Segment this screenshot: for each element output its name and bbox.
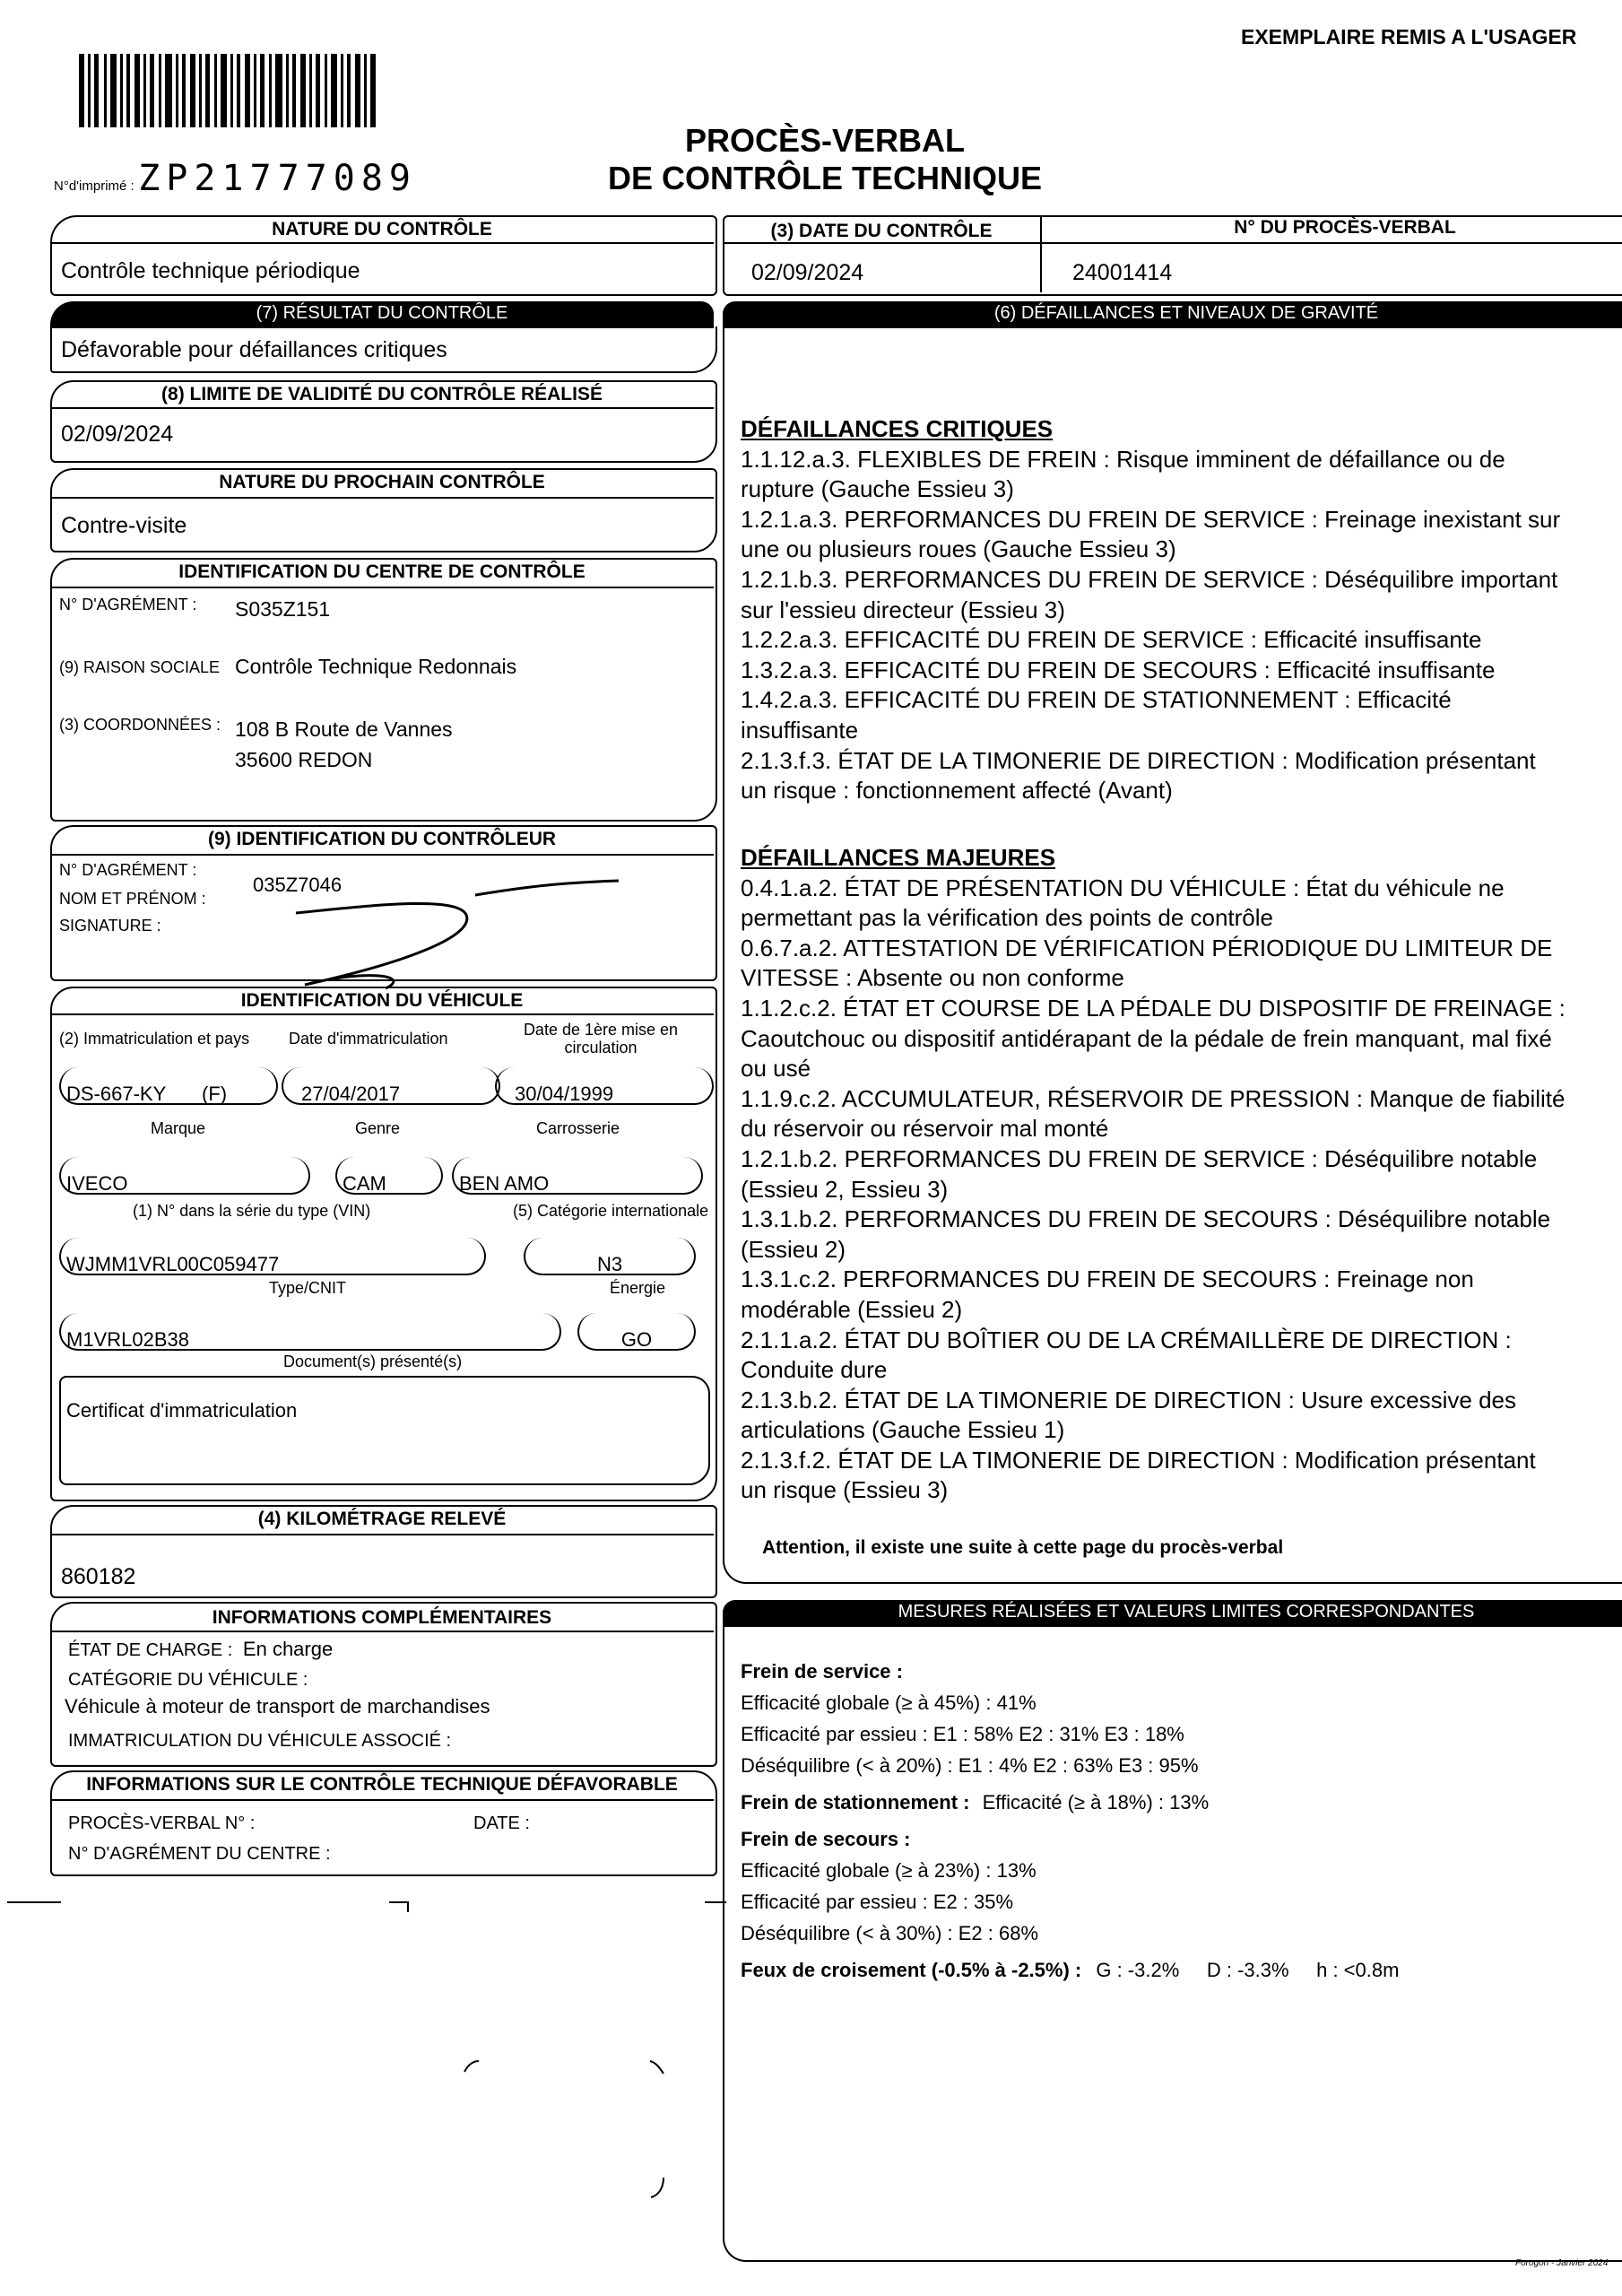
immat-value: DS-667-KY	[66, 1083, 166, 1105]
title-line1: PROCÈS-VERBAL	[684, 122, 966, 159]
defav-header: INFORMATIONS SUR LE CONTRÔLE TECHNIQUE DÉFAVORABLE	[86, 1774, 678, 1795]
categorie-field: N3	[524, 1238, 696, 1275]
title-line2: DE CONTRÔLE TECHNIQUE	[607, 160, 1042, 196]
copy-label: EXEMPLAIRE REMIS A L'USAGER	[1241, 25, 1577, 48]
centre-agrement-value: S035Z151	[235, 597, 331, 621]
list-item: 1.2.1.b.2. PERFORMANCES DU FREIN DE SERVICE : Déséquilibre notable (Essieu 2, Essieu 3)	[741, 1144, 1538, 1203]
raison-label: (9) RAISON SOCIALE	[59, 658, 221, 676]
signature-label: SIGNATURE :	[59, 917, 161, 935]
critiques-title: DÉFAILLANCES CRITIQUES	[741, 415, 1054, 442]
list-item: 1.4.2.a.3. EFFICACITÉ DU FREIN DE STATIONNEMENT : Efficacité insuffisante	[741, 686, 1452, 744]
controleur-agrement-value: 035Z7046	[253, 874, 343, 896]
centre-header: IDENTIFICATION DU CENTRE DE CONTRÔLE	[178, 561, 585, 582]
controleur-nom-label: NOM ET PRÉNOM :	[59, 890, 206, 908]
divider	[50, 1631, 714, 1632]
barcode-icon	[79, 54, 380, 127]
etat-value: En charge	[242, 1638, 334, 1660]
defaillances-majeures	[741, 843, 1566, 1506]
divider	[50, 1013, 714, 1015]
date-immat-label: Date d'immatriculation	[289, 1030, 448, 1048]
list-item: 1.2.2.a.3. EFFICACITÉ DU FREIN DE SERVICE : Efficacité insuffisante	[741, 626, 1482, 654]
energie-field: GO	[577, 1313, 696, 1351]
immat-label: (2) Immatriculation et pays	[59, 1030, 250, 1048]
prochain-header: NATURE DU PROCHAIN CONTRÔLE	[219, 472, 545, 492]
corner-marks-icon	[448, 2045, 681, 2278]
list-item: 1.3.1.b.2. PERFORMANCES DU FREIN DE SECOURS : Déséquilibre notable (Essieu 2)	[741, 1205, 1551, 1263]
controleur-header: (9) IDENTIFICATION DU CONTRÔLEUR	[207, 829, 557, 849]
divider	[50, 497, 714, 499]
pv-number-value: 24001414	[1072, 260, 1173, 285]
majeures-list	[741, 874, 1566, 1506]
list-item: 1.2.1.b.3. PERFORMANCES DU FREIN DE SERVICE : Déséquilibre important sur l'essieu directeur (Essieu 3)	[741, 565, 1558, 623]
resultat-value: Défavorable pour défaillances critiques	[61, 337, 447, 362]
nature-header: NATURE DU CONTRÔLE	[272, 219, 492, 239]
first-circ-field: 30/04/1999	[495, 1067, 714, 1105]
first-circ-label: Date de 1ère mise en circulation	[523, 1021, 679, 1057]
vehicule-associe-label: IMMATRICULATION DU VÉHICULE ASSOCIÉ :	[68, 1731, 452, 1751]
imprime-number	[54, 158, 417, 199]
resultat-header: (7) RÉSULTAT DU CONTRÔLE	[50, 301, 714, 328]
list-item: 1.3.1.c.2. PERFORMANCES DU FREIN DE SECOURS : Freinage non modérable (Essieu 2)	[741, 1265, 1474, 1323]
divider	[50, 1799, 714, 1801]
vin-label: (1) N° dans la série du type (VIN)	[133, 1202, 371, 1220]
imprime-label: N°d'imprimé :	[54, 178, 134, 194]
list-item: 0.6.7.a.2. ATTESTATION DE VÉRIFICATION PÉRIODIQUE DU LIMITEUR DE VITESSE : Absente ou non conforme	[741, 934, 1553, 992]
defav-agrement-label: N° D'AGRÉMENT DU CENTRE :	[68, 1844, 331, 1864]
list-item: 2.1.1.a.2. ÉTAT DU BOÎTIER OU DE LA CRÉMAILLÈRE DE DIRECTION : Conduite dure	[741, 1326, 1512, 1384]
infos-header: INFORMATIONS COMPLÉMENTAIRES	[212, 1607, 552, 1628]
mesures-content	[741, 1656, 1399, 1986]
defaillances-critiques	[741, 414, 1566, 806]
coord-label: (3) COORDONNÉES :	[59, 716, 221, 734]
categorie-label: (5) Catégorie internationale	[513, 1202, 709, 1220]
km-header: (4) KILOMÉTRAGE RELEVÉ	[257, 1509, 507, 1529]
mesures-header: MESURES RÉALISÉES ET VALEURS LIMITES CORRESPONDANTES	[723, 1600, 1622, 1627]
list-item: Efficacité par essieu : E2 : 35%	[741, 1891, 1014, 1913]
address-line1: 108 B Route de Vannes	[235, 718, 453, 741]
list-item: Efficacité par essieu : E1 : 58% E2 : 31% E3 : 18%	[741, 1723, 1184, 1745]
imprime-value: ZP21777089	[138, 158, 417, 199]
genre-field: CAM	[335, 1157, 443, 1195]
edge-mark	[7, 1901, 61, 1903]
list-item: Efficacité globale (≥ à 23%) : 13%	[741, 1859, 1037, 1882]
list-item: 1.1.12.a.3. FLEXIBLES DE FREIN : Risque imminent de défaillance ou de rupture (Gauche Essieu 3)	[741, 445, 1505, 503]
energie-label: Énergie	[610, 1279, 666, 1297]
critiques-list	[741, 445, 1566, 806]
signature-icon	[242, 870, 637, 1004]
categorie-vehicule-value: Véhicule à moteur de transport de marchandises	[65, 1695, 490, 1718]
frein-secours-lines	[741, 1855, 1399, 1949]
frein-service-lines	[741, 1687, 1399, 1781]
list-item: 1.3.2.a.3. EFFICACITÉ DU FREIN DE SECOURS : Efficacité insuffisante	[741, 656, 1496, 683]
pv-number-header: N° DU PROCÈS-VERBAL	[1234, 217, 1456, 238]
defav-pv-label: PROCÈS-VERBAL N° :	[68, 1813, 256, 1833]
limite-header: (8) LIMITE DE VALIDITÉ DU CONTRÔLE RÉALISÉ	[161, 384, 603, 404]
centre-agrement-label: N° D'AGRÉMENT :	[59, 596, 197, 613]
prochain-value: Contre-visite	[61, 513, 187, 538]
footer-note: Forogon - Janvier 2024	[1515, 2258, 1609, 2268]
carrosserie-field: BEN AMO	[452, 1157, 703, 1195]
divider	[50, 407, 714, 409]
date-controle-header: (3) DATE DU CONTRÔLE	[770, 221, 993, 241]
limite-value: 02/09/2024	[61, 422, 174, 447]
marque-field: IVECO	[59, 1157, 310, 1195]
etat-charge	[68, 1638, 333, 1661]
docs-value: Certificat d'immatriculation	[66, 1399, 298, 1422]
list-item: Déséquilibre (< à 20%) : E1 : 4% E2 : 63% E3 : 95%	[741, 1754, 1199, 1777]
attention-notice: Attention, il existe une suite à cette page du procès-verbal	[762, 1537, 1284, 1558]
feux-title: Feux de croisement (-0.5% à -2.5%) :	[741, 1959, 1082, 1981]
list-item: 2.1.3.f.3. ÉTAT DE LA TIMONERIE DE DIRECTION : Modification présentant un risque : fonctionnement affecté (Avant)	[741, 746, 1536, 804]
frein-stationnement-value: Efficacité (≥ à 18%) : 13%	[982, 1791, 1210, 1813]
date-controle-value: 02/09/2024	[751, 260, 864, 285]
date-immat-field: 27/04/2017	[282, 1067, 500, 1105]
list-item: 1.1.2.c.2. ÉTAT ET COURSE DE LA PÉDALE DU DISPOSITIF DE FREINAGE : Caoutchouc ou dispositif antidérapant de la pédale de frein manquant, mal fixé ou usé	[741, 994, 1566, 1083]
frein-service-title: Frein de service :	[741, 1660, 903, 1683]
feux-value: G : -3.2% D : -3.3% h : <0.8m	[1096, 1959, 1400, 1981]
docs-label: Document(s) présenté(s)	[283, 1352, 463, 1370]
address-line2: 35600 REDON	[235, 748, 373, 771]
docs-box	[59, 1376, 710, 1485]
divider	[50, 587, 714, 588]
list-item: 0.4.1.a.2. ÉTAT DE PRÉSENTATION DU VÉHICULE : État du véhicule ne permettant pas la vérification des points de contrôle	[741, 874, 1505, 932]
defav-date-label: DATE :	[473, 1813, 530, 1833]
frein-stationnement-title: Frein de stationnement :	[741, 1791, 970, 1813]
vehicule-header: IDENTIFICATION DU VÉHICULE	[240, 990, 524, 1011]
page-title	[574, 122, 1076, 197]
vin-field: WJMM1VRL00C059477	[59, 1238, 486, 1275]
divider	[50, 242, 714, 244]
categorie-vehicule-label: CATÉGORIE DU VÉHICULE :	[68, 1670, 308, 1690]
pays-value: (F)	[202, 1083, 228, 1105]
raison-value: Contrôle Technique Redonnais	[235, 655, 517, 678]
list-item: 2.1.3.f.2. ÉTAT DE LA TIMONERIE DE DIRECTION : Modification présentant un risque (Essieu 3)	[741, 1446, 1536, 1504]
type-label: Type/CNIT	[269, 1279, 347, 1297]
majeures-title: DÉFAILLANCES MAJEURES	[741, 844, 1056, 871]
divider	[50, 854, 714, 856]
nature-value: Contrôle technique périodique	[61, 258, 360, 283]
genre-label: Genre	[355, 1119, 401, 1137]
edge-mark	[705, 1901, 726, 1903]
divider	[50, 1534, 714, 1535]
corner-mark-icon	[389, 1901, 409, 1912]
divider	[723, 242, 1622, 244]
marque-label: Marque	[151, 1119, 206, 1137]
etat-label: ÉTAT DE CHARGE :	[68, 1640, 233, 1660]
list-item: 1.2.1.a.3. PERFORMANCES DU FREIN DE SERVICE : Freinage inexistant sur une ou plusieurs roues (Gauche Essieu 3)	[741, 505, 1561, 563]
type-field: M1VRL02B38	[59, 1313, 561, 1351]
list-item: 2.1.3.b.2. ÉTAT DE LA TIMONERIE DE DIRECTION : Usure excessive des articulations (Gauche Essieu 1)	[741, 1386, 1517, 1444]
immat-field	[59, 1067, 278, 1105]
list-item: Déséquilibre (< à 30%) : E2 : 68%	[741, 1922, 1039, 1944]
defaillances-header: (6) DÉFAILLANCES ET NIVEAUX DE GRAVITÉ	[723, 301, 1622, 328]
carrosserie-label: Carrosserie	[536, 1119, 620, 1137]
controleur-agrement-label: N° D'AGRÉMENT :	[59, 861, 197, 879]
list-item: Efficacité globale (≥ à 45%) : 41%	[741, 1692, 1037, 1714]
km-value: 860182	[61, 1564, 136, 1589]
frein-secours-title: Frein de secours :	[741, 1828, 911, 1850]
list-item: 1.1.9.c.2. ACCUMULATEUR, RÉSERVOIR DE PRESSION : Manque de fiabilité du réservoir ou réservoir mal monté	[741, 1084, 1566, 1143]
